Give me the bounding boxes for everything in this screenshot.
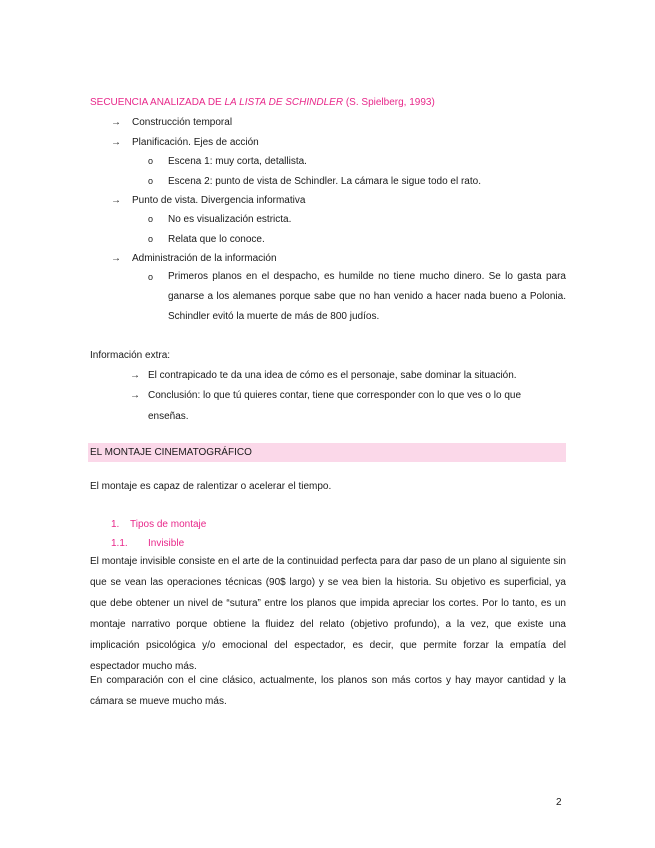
outline-item: Administración de la información (132, 253, 277, 264)
bullet-icon: o (148, 176, 154, 186)
section-title (90, 96, 435, 109)
outline-item: Punto de vista. Divergencia informativa (132, 195, 306, 206)
arrow-icon: → (111, 117, 121, 128)
bullet-icon: o (148, 234, 154, 244)
extra-label: Información extra: (90, 350, 171, 361)
outline-subitem: Relata que lo conoce. (168, 234, 265, 245)
page-number: 2 (556, 797, 562, 808)
arrow-icon: → (111, 195, 121, 206)
extra-item: Conclusión: lo que tú quieres contar, tiene que corresponder con lo que ves o lo que enseñas. (148, 390, 522, 422)
bullet-icon: o (148, 156, 154, 166)
bullet-icon: o (148, 214, 154, 224)
outline-subitem: Escena 2: punto de vista de Schindler. La cámara le sigue todo el rato. (168, 176, 481, 187)
body-paragraph: El montaje invisible consiste en el arte de la continuidad perfecta para dar paso de un plano al siguiente sin que se vean las operaciones técnicas (90$ largo) y se vea bien la historia. Su objetivo es superficial, ya que debe obtener un nivel de “sutura” entre los planos que impida apreciar los cortes. Por lo tanto, es un montaje narrativo porque obtiene la fluidez del relato (objetivo profundo), a la vez, que existe una implicación psicológica y/o emocional del espectador, es decir, que permite forzar la empatía del espectador mucho más. (90, 556, 566, 672)
arrow-icon: → (130, 390, 140, 401)
outline-subitem: Escena 1: muy corta, detallista. (168, 156, 307, 167)
outline-item: Construcción temporal (132, 117, 233, 128)
section-title-film: LA LISTA DE SCHINDLER (224, 97, 344, 108)
arrow-icon: → (111, 137, 121, 148)
intro-text: El montaje es capaz de ralentizar o acelerar el tiempo. (90, 481, 332, 492)
arrow-icon: → (130, 370, 140, 381)
sublist-title: Invisible (148, 538, 185, 549)
arrow-icon: → (111, 253, 121, 264)
list-number: 1. (111, 519, 120, 530)
outline-subitem: No es visualización estricta. (168, 214, 292, 225)
section-title-suffix: (S. Spielberg, 1993) (343, 97, 435, 108)
outline-item: Planificación. Ejes de acción (132, 137, 259, 148)
section-heading: EL MONTAJE CINEMATOGRÁFICO (90, 447, 252, 458)
sublist-number: 1.1. (111, 538, 128, 549)
outline-subitem: Primeros planos en el despacho, es humilde no tiene mucho dinero. Se lo gasta para ganarse a los alemanes porque sabe que no han venido a hacer nada bueno a Polonia. Schindler evitó la muerte de más de 800 judíos. (168, 271, 566, 322)
body-paragraph: En comparación con el cine clásico, actualmente, los planos son más cortos y hay mayor cantidad y la cámara se mueve mucho más. (90, 675, 566, 707)
section-title-prefix: SECUENCIA ANALIZADA DE (90, 97, 225, 108)
list-title: Tipos de montaje (130, 519, 207, 530)
bullet-icon: o (148, 272, 154, 282)
extra-item: El contrapicado te da una idea de cómo es el personaje, sabe dominar la situación. (148, 370, 517, 381)
